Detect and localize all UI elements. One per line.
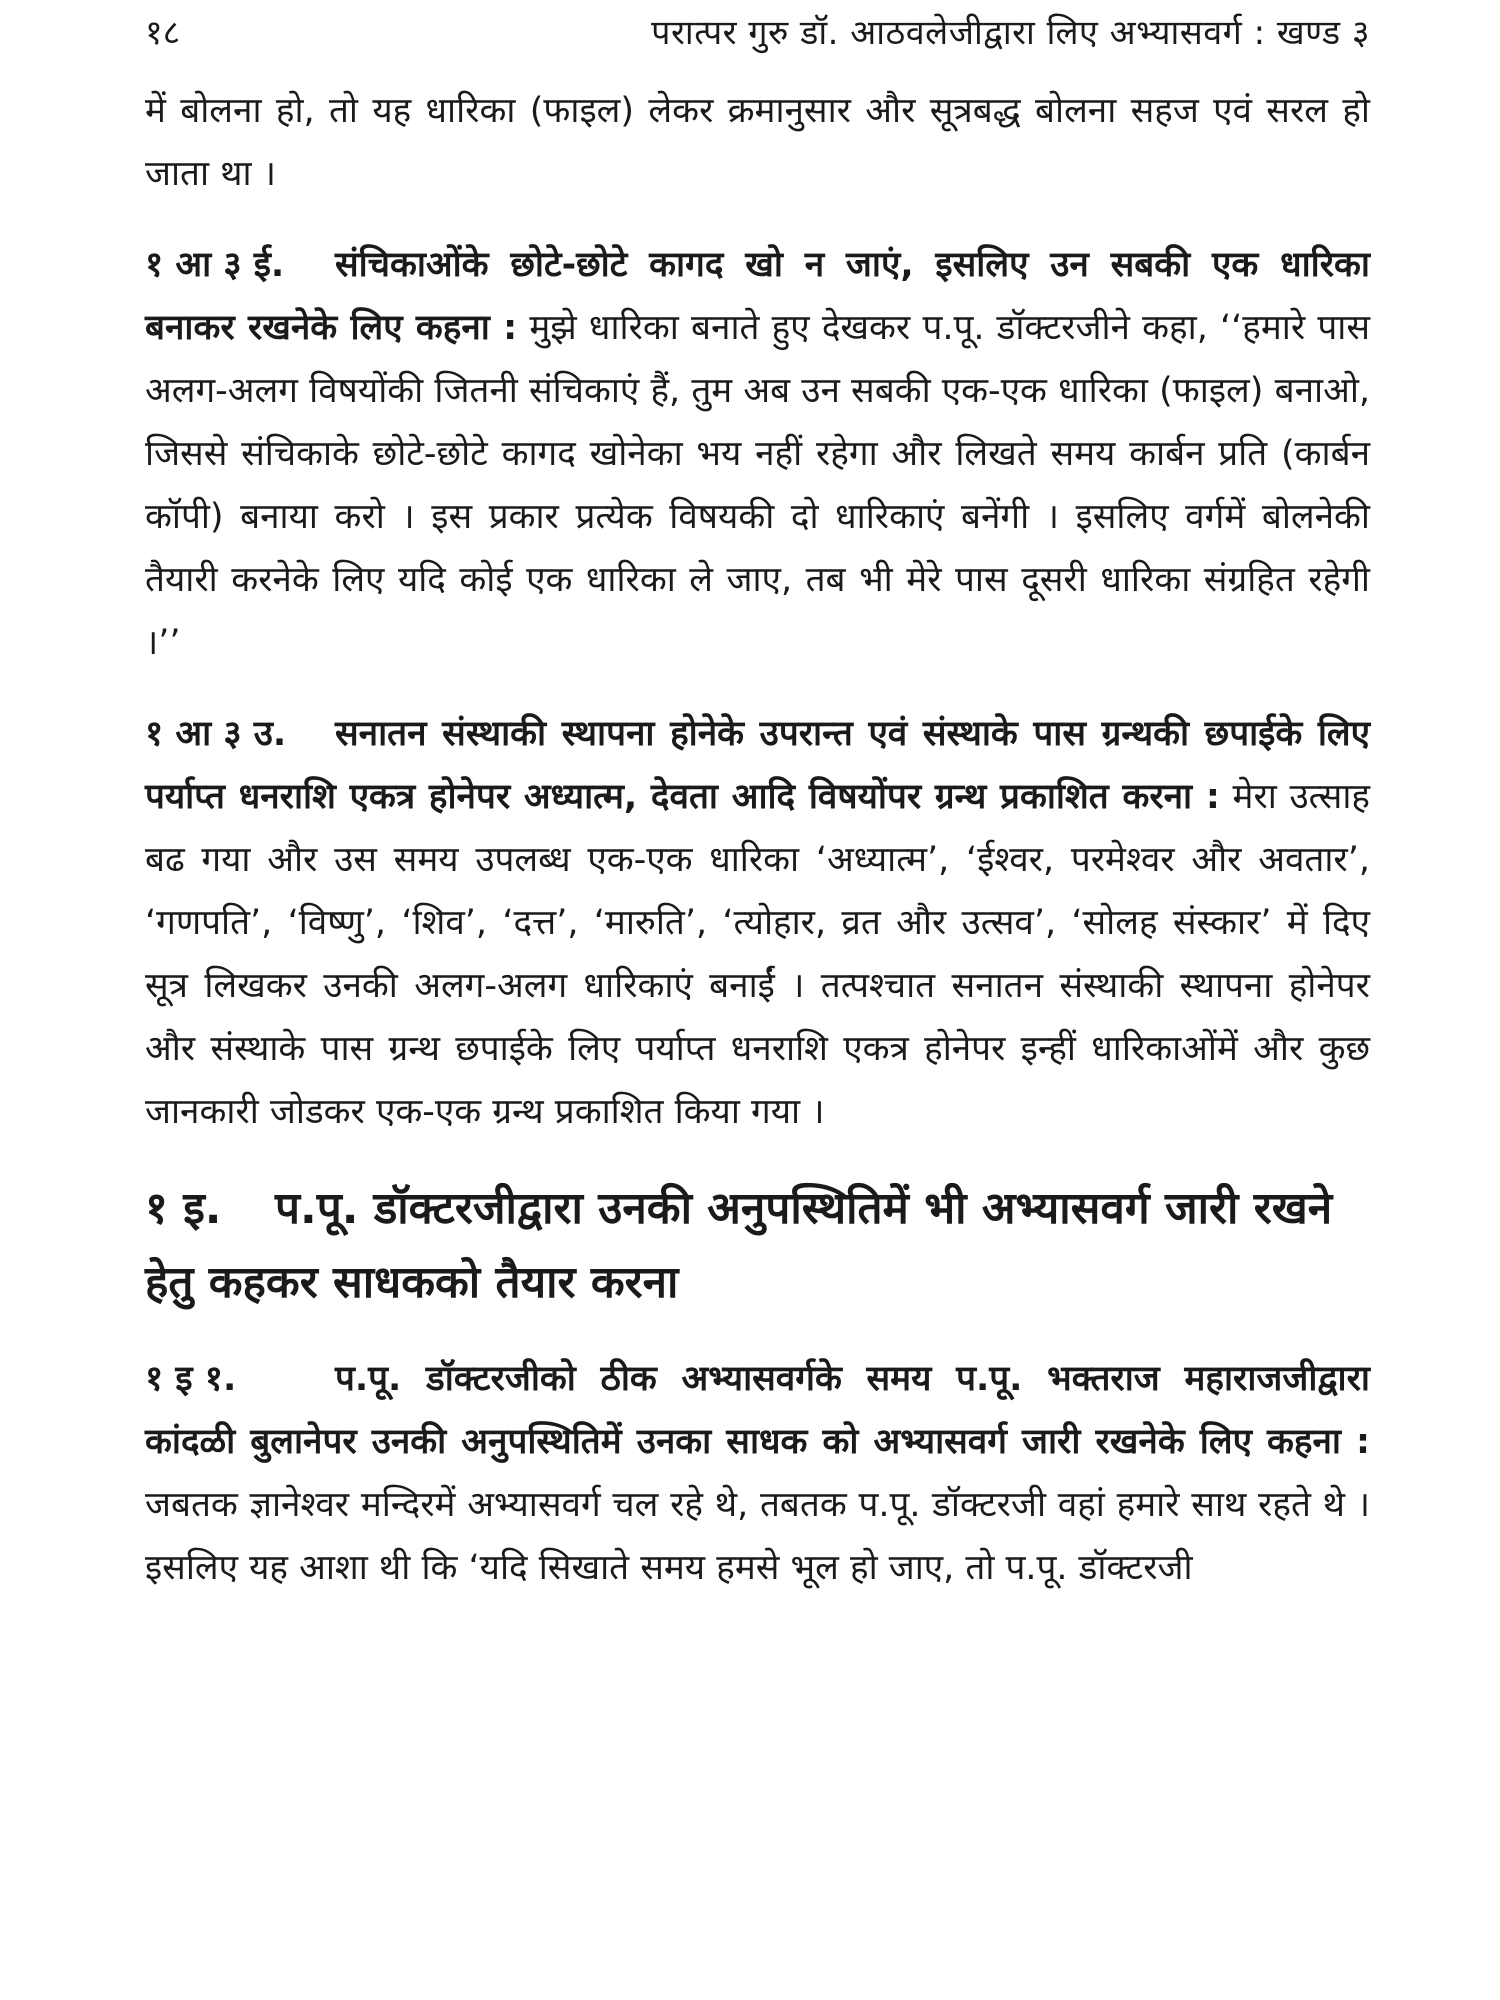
subsection-1-i-1	[145, 1348, 1370, 1600]
page-header	[145, 0, 1370, 80]
subsection-body: मुझे धारिका बनाते हुए देखकर प.पू. डॉक्टरजीने कहा, ‘‘हमारे पास अलग-अलग विषयोंकी जितनी संचिकाएं हैं, तुम अब उन सबकी एक-एक धारिका (फाइल) बनाओ, जिससे संचिकाके छोटे-छोटे कागद खोनेका भय नहीं रहेगा और लिखते समय कार्बन प्रति (कार्बन कॉपी) बनाया करो । इस प्रकार प्रत्येक विषयकी दो धारिकाएं बनेंगी । इसलिए वर्गमें बोलनेकी तैयारी करनेके लिए यदि कोई एक धारिका ले जाए, तब भी मेरे पास दूसरी धारिका संग्रहित रहेगी ।’’	[145, 308, 1370, 663]
section-1-i	[145, 1172, 1370, 1320]
subsection-number: १ इ १.	[145, 1359, 237, 1399]
subsection-number: १ आ ३ ई.	[145, 245, 285, 285]
subsection-number: १ आ ३ उ.	[145, 714, 287, 754]
subsection-heading: सनातन संस्थाकी स्थापना होनेके उपरान्त एवं संस्थाके पास ग्रन्थकी छपाईके लिए पर्याप्त धनराशि एकत्र होनेपर अध्यात्म, देवता आदि विषयोंपर ग्रन्थ प्रकाशित करना :	[145, 714, 1370, 817]
subsection-1-aa-3-u	[145, 703, 1370, 1144]
book-page	[145, 0, 1370, 2000]
subsection-body: मेरा उत्साह बढ गया और उस समय उपलब्ध एक-एक धारिका ‘अध्यात्म’, ‘ईश्वर, परमेश्वर और अवतार’, ‘गणपति’, ‘विष्णु’, ‘शिव’, ‘दत्त’, ‘मारुति’, ‘त्योहार, व्रत और उत्सव’, ‘सोलह संस्कार’ में दिए सूत्र लिखकर उनकी अलग-अलग धारिकाएं बनाईं । तत्पश्चात सनातन संस्थाकी स्थापना होनेपर और संस्थाके पास ग्रन्थ छपाईके लिए पर्याप्त धनराशि एकत्र होनेपर इन्हीं धारिकाओंमें और कुछ जानकारी जोडकर एक-एक ग्रन्थ प्रकाशित किया गया ।	[145, 777, 1370, 1132]
section-heading: प.पू. डॉक्टरजीद्वारा उनकी अनुपस्थितिमें भी अभ्यासवर्ग जारी रखने हेतु कहकर साधकको तैयार करना	[145, 1183, 1333, 1308]
paragraph-continuation	[145, 80, 1370, 206]
subsection-1-aa-3-ee	[145, 234, 1370, 675]
paragraph-text: में बोलना हो, तो यह धारिका (फाइल) लेकर क्रमानुसार और सूत्रबद्ध बोलना सहज एवं सरल हो जाता था ।	[145, 91, 1370, 194]
running-title: परात्पर गुरु डॉ. आठवलेजीद्वारा लिए अभ्यासवर्ग : खण्ड ३	[651, 13, 1370, 53]
subsection-body: जबतक ज्ञानेश्वर मन्दिरमें अभ्यासवर्ग चल रहे थे, तबतक प.पू. डॉक्टरजी वहां हमारे साथ रहते थे । इसलिए यह आशा थी कि ‘यदि सिखाते समय हमसे भूल हो जाए, तो प.पू. डॉक्टरजी	[145, 1485, 1370, 1588]
subsection-heading: संचिकाओंके छोटे-छोटे कागद खो न जाएं, इसलिए उन सबकी एक धारिका बनाकर रखनेके लिए कहना :	[145, 245, 1370, 348]
page-number: १८	[145, 13, 181, 53]
subsection-heading: प.पू. डॉक्टरजीको ठीक अभ्यासवर्गके समय प.पू. भक्तराज महाराजजीद्वारा कांदळी बुलानेपर उनकी अनुपस्थितिमें उनका साधक को अभ्यासवर्ग जारी रखनेके लिए कहना :	[145, 1359, 1370, 1462]
section-number: १ इ.	[145, 1183, 222, 1234]
